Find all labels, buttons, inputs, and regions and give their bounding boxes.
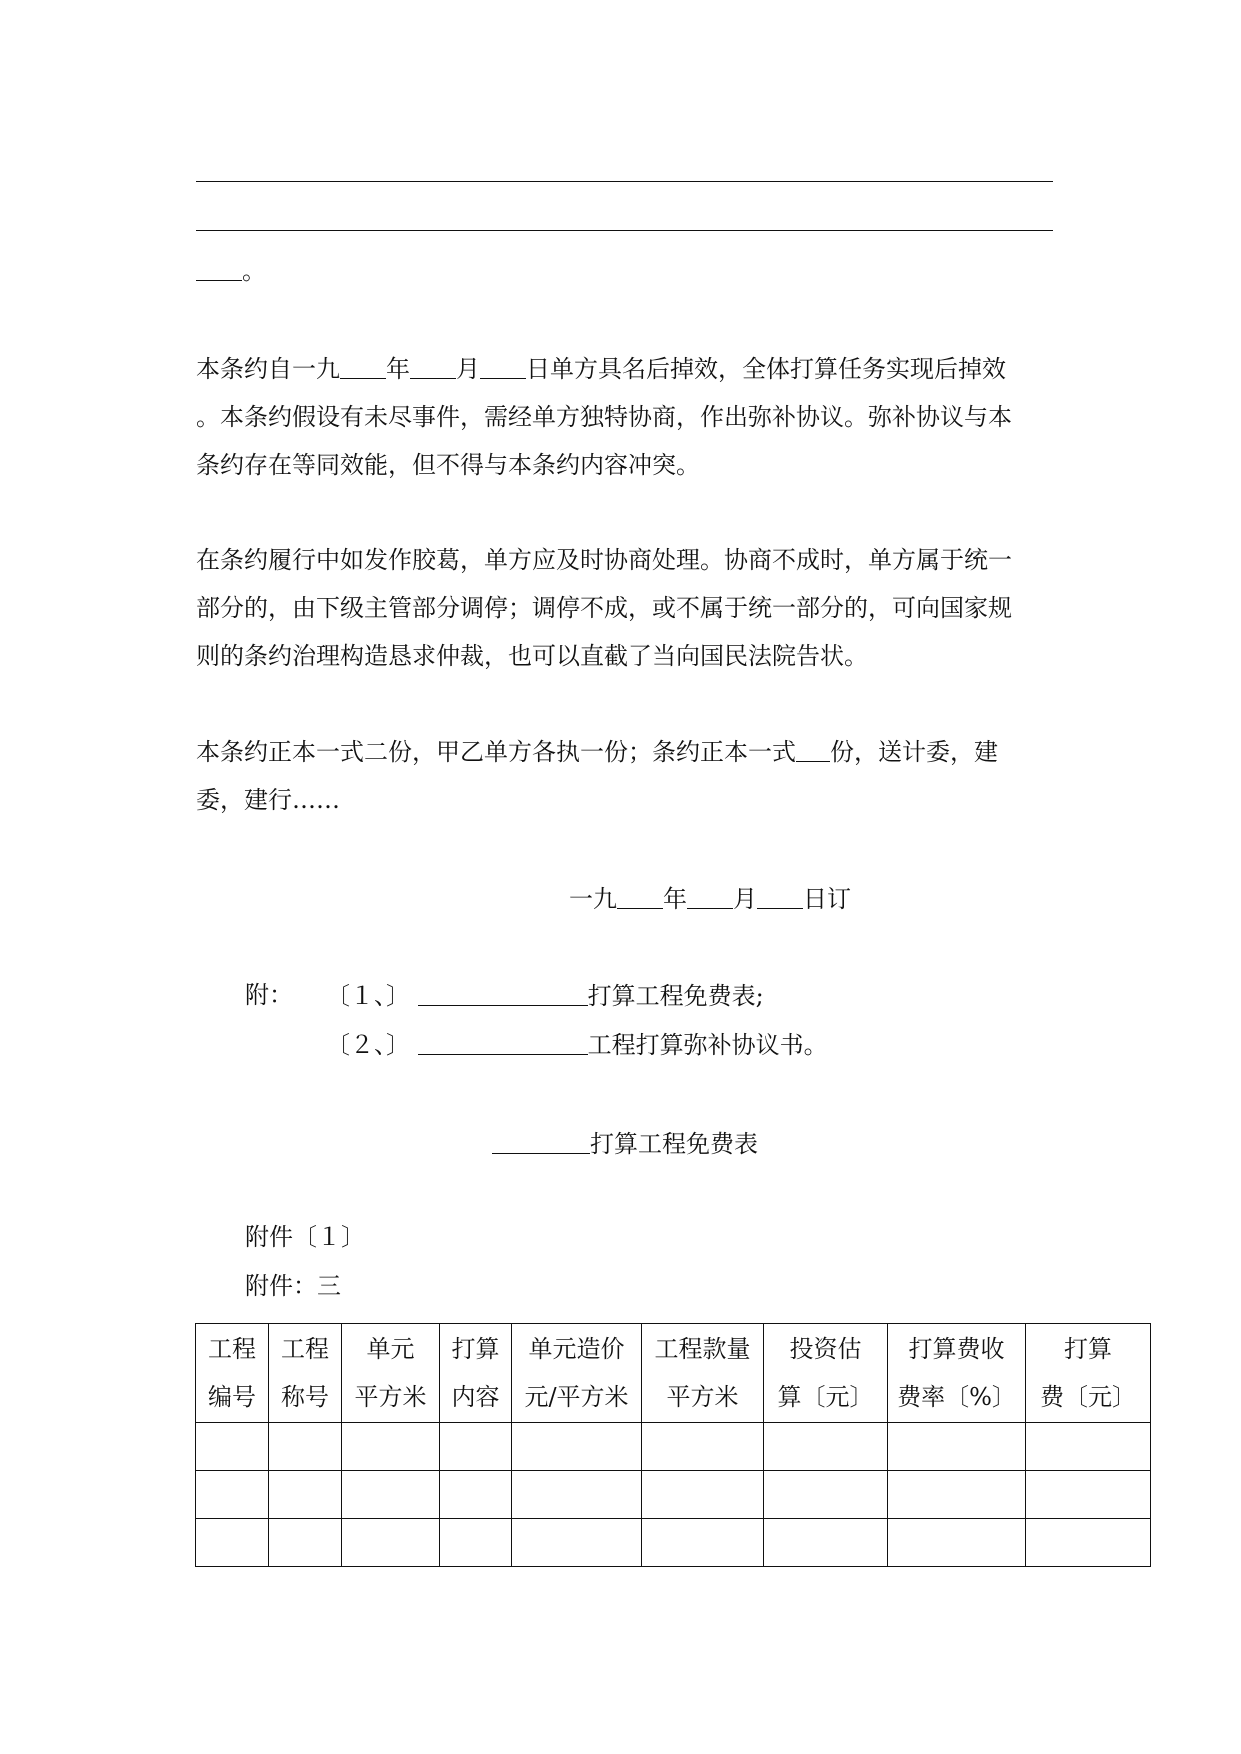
header-fee-rate: 打算费收 费率〔%〕: [888, 1324, 1026, 1423]
year-blank: [617, 886, 663, 909]
header-investment-estimate: 投资估 算〔元〕: [764, 1324, 888, 1423]
header-unit-area: 单元 平方米: [342, 1324, 440, 1423]
table-cell: [196, 1423, 269, 1471]
table-cell: [512, 1519, 642, 1567]
day-blank: [757, 886, 803, 909]
header-unit-cost: 单元造价 元/平方米: [512, 1324, 642, 1423]
day-blank: [480, 356, 526, 379]
table-row: [196, 1471, 1151, 1519]
table-cell: [512, 1471, 642, 1519]
paragraph-dispute: [196, 536, 1056, 680]
table-header-row: [196, 1324, 1151, 1423]
attachments-label: 附：: [245, 981, 293, 1009]
table-cell: [642, 1423, 764, 1471]
fill-line-end: [196, 258, 266, 283]
table-cell: [764, 1519, 888, 1567]
fill-line: [196, 181, 1053, 182]
table-cell: [196, 1519, 269, 1567]
header-project-quantity: 工程款量 平方米: [642, 1324, 764, 1423]
paragraph-line: 在条约履行中如发作胶葛，单方应及时协商处理。协商不成时，单方属于统一: [196, 546, 1012, 574]
copies-blank: [796, 739, 830, 762]
table-cell: [269, 1471, 342, 1519]
table-cell: [196, 1471, 269, 1519]
header-plan-fee: 打算 费〔元〕: [1026, 1324, 1151, 1423]
table-cell: [888, 1423, 1026, 1471]
period-mark: 。: [242, 257, 266, 285]
table-cell: [269, 1519, 342, 1567]
paragraph-line: 本条约正本一式二份，甲乙单方各执一份；条约正本一式 份，送计委，建: [196, 738, 998, 766]
table-cell: [512, 1423, 642, 1471]
table-row: [196, 1519, 1151, 1567]
fill-line: [196, 230, 1053, 231]
table-cell: [642, 1471, 764, 1519]
table-cell: [764, 1423, 888, 1471]
table-cell: [342, 1423, 440, 1471]
paragraph-effect: [196, 345, 1056, 489]
table-row: [196, 1423, 1151, 1471]
title-blank: [492, 1131, 590, 1154]
month-blank: [410, 356, 456, 379]
table-cell: [888, 1519, 1026, 1567]
table-cell: [440, 1423, 512, 1471]
table-cell: [1026, 1519, 1151, 1567]
table-cell: [269, 1423, 342, 1471]
table-cell: [1026, 1423, 1151, 1471]
annex-sub-label: 附件：三: [245, 1272, 341, 1300]
fill-blank: [196, 258, 242, 281]
table-cell: [342, 1471, 440, 1519]
table-cell: [440, 1471, 512, 1519]
table-cell: [342, 1519, 440, 1567]
paragraph-line: 部分的，由下级主管部分调停；调停不成，或不属于统一部分的，可向国家规: [196, 594, 1012, 622]
paragraph-line: 条约存在等同效能，但不得与本条约内容冲突。: [196, 451, 700, 479]
table-cell: [888, 1471, 1026, 1519]
table-cell: [764, 1471, 888, 1519]
month-blank: [687, 886, 733, 909]
attachment-item-1: 〔１、〕 打算工程免费表;: [326, 982, 764, 1010]
attachment-name-blank: [418, 983, 588, 1006]
sign-date: 一九 年 月 日订: [569, 885, 851, 913]
fee-table: [195, 1323, 1151, 1567]
table-cell: [440, 1519, 512, 1567]
header-plan-content: 打算 内容: [440, 1324, 512, 1423]
header-project-name: 工程 称号: [269, 1324, 342, 1423]
paragraph-line: 本条约自一九 年 月 日单方具名后掉效，全体打算任务实现后掉效: [196, 355, 1006, 383]
paragraph-line: 。本条约假设有未尽事件，需经单方独特协商，作出弥补协议。弥补协议与本: [196, 403, 1012, 431]
paragraph-line: 委，建行……: [196, 786, 340, 814]
attachment-name-blank: [418, 1032, 588, 1055]
paragraph-line: 则的条约治理构造恳求仲裁，也可以直截了当向国民法院告状。: [196, 642, 868, 670]
year-blank: [340, 356, 386, 379]
table-title: 打算工程免费表: [492, 1131, 758, 1156]
table-cell: [1026, 1471, 1151, 1519]
header-project-number: 工程 编号: [196, 1324, 269, 1423]
table-cell: [642, 1519, 764, 1567]
paragraph-copies: [196, 728, 1056, 824]
attachment-item-2: 〔２、〕 工程打算弥补协议书。: [326, 1031, 828, 1059]
annex-label: 附件〔１〕: [245, 1223, 365, 1251]
